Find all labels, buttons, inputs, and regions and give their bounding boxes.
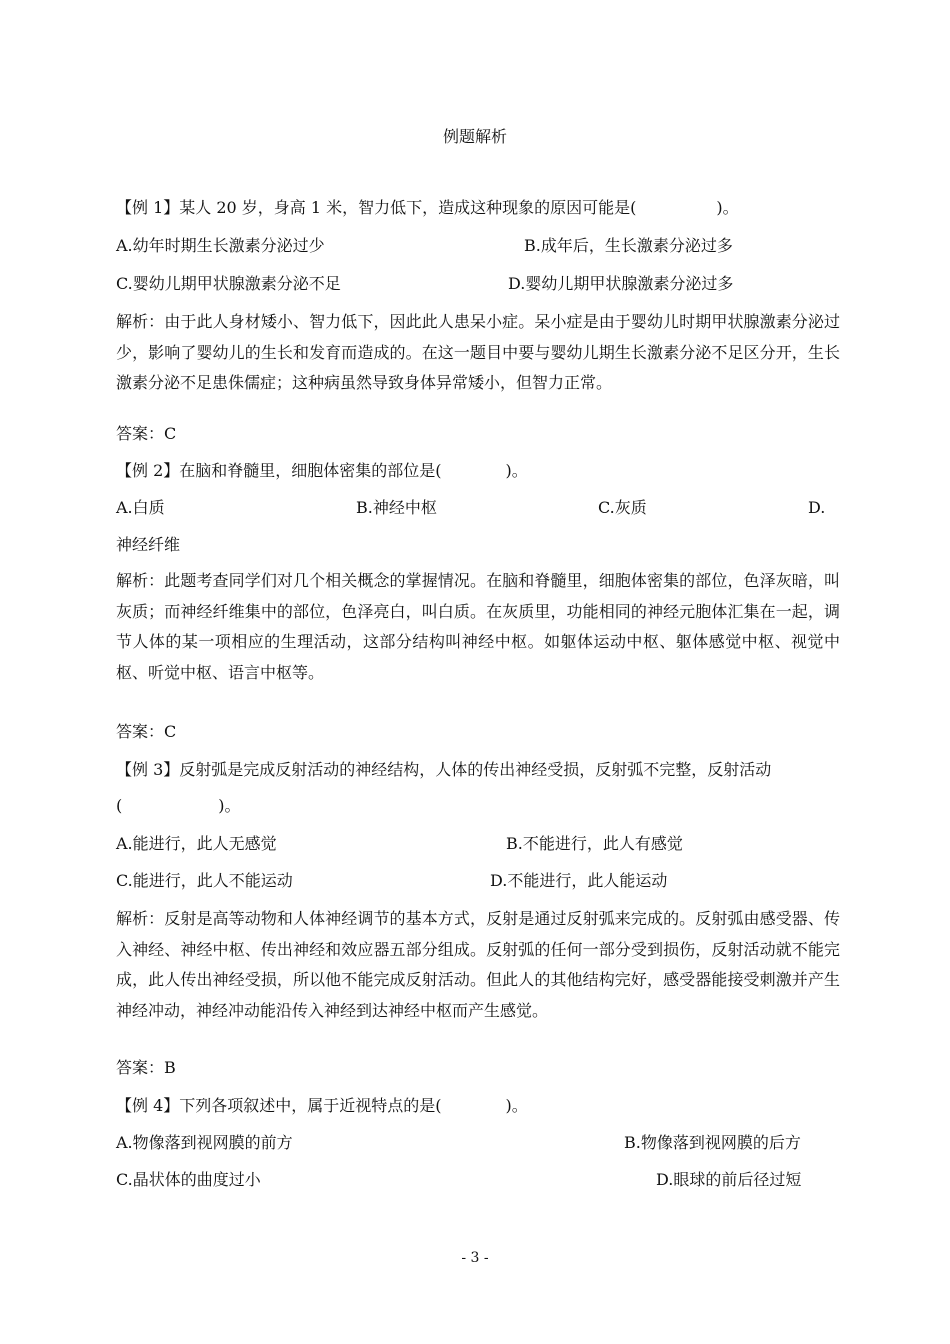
example-1-option-a: A.幼年时期生长激素分泌过少 xyxy=(116,236,325,255)
example-4-stem: 【例 4】下列各项叙述中，属于近视特点的是( )。 xyxy=(116,1096,528,1115)
example-2-option-d-text: 神经纤维 xyxy=(116,535,181,554)
example-2-stem: 【例 2】在脑和脊髓里，细胞体密集的部位是( )。 xyxy=(116,461,528,480)
example-1-answer: 答案：C xyxy=(116,424,177,443)
example-2-option-d: D. xyxy=(808,498,826,517)
example-1-analysis: 解析：由于此人身材矮小、智力低下，因此此人患呆小症。呆小症是由于婴幼儿时期甲状腺激素分泌过少，影响了婴幼儿的生长和发育而造成的。在这一题目中要与婴幼儿期生长激素分泌不足区分开，生长激素分泌不足患侏儒症；这种病虽然导致身体异常矮小，但智力正常。 xyxy=(116,312,840,392)
example-3-stem-continued: ( )。 xyxy=(116,796,241,815)
example-2-analysis: 解析：此题考查同学们对几个相关概念的掌握情况。在脑和脊髓里，细胞体密集的部位，色泽灰暗，叫灰质；而神经纤维集中的部位，色泽亮白，叫白质。在灰质里，功能相同的神经元胞体汇集在一起，调节人体的某一项相应的生理活动，这部分结构叫神经中枢。如躯体运动中枢、躯体感觉中枢、视觉中枢、听觉中枢、语言中枢等。 xyxy=(116,571,840,682)
page-title: 例题解析 xyxy=(442,127,507,146)
example-1-option-c: C.婴幼儿期甲状腺激素分泌不足 xyxy=(116,274,341,293)
example-2-option-c: C.灰质 xyxy=(598,498,647,517)
example-4-option-a: A.物像落到视网膜的前方 xyxy=(116,1133,293,1152)
example-2-option-b: B.神经中枢 xyxy=(356,498,437,517)
example-3-analysis: 解析：反射是高等动物和人体神经调节的基本方式，反射是通过反射弧来完成的。反射弧由感受器、传入神经、神经中枢、传出神经和效应器五部分组成。反射弧的任何一部分受到损伤，反射活动就不能完成，此人传出神经受损，所以他不能完成反射活动。但此人的其他结构完好，感受器能接受刺激并产生神经冲动，神经冲动能沿传入神经到达神经中枢而产生感觉。 xyxy=(116,909,840,1020)
example-3-option-a: A.能进行，此人无感觉 xyxy=(116,834,277,853)
page-number: - 3 - xyxy=(461,1250,489,1266)
example-1-option-b: B.成年后，生长激素分泌过多 xyxy=(524,236,733,255)
example-4-option-b: B.物像落到视网膜的后方 xyxy=(624,1133,801,1152)
example-3-option-d: D.不能进行，此人能运动 xyxy=(490,871,668,890)
example-4-option-d: D.眼球的前后径过短 xyxy=(656,1170,802,1189)
example-3-stem: 【例 3】反射弧是完成反射活动的神经结构，人体的传出神经受损，反射弧不完整，反射活动 xyxy=(116,760,772,779)
example-3-option-b: B.不能进行，此人有感觉 xyxy=(506,834,683,853)
example-1-option-d: D.婴幼儿期甲状腺激素分泌过多 xyxy=(508,274,734,293)
example-2-answer: 答案：C xyxy=(116,722,177,741)
example-4-option-c: C.晶状体的曲度过小 xyxy=(116,1170,261,1189)
example-3-option-c: C.能进行，此人不能运动 xyxy=(116,871,293,890)
example-3-answer: 答案：B xyxy=(116,1058,176,1077)
example-2-option-a: A.白质 xyxy=(116,498,165,517)
example-1-stem: 【例 1】某人 20 岁，身高 1 米，智力低下，造成这种现象的原因可能是( )。 xyxy=(116,198,739,217)
